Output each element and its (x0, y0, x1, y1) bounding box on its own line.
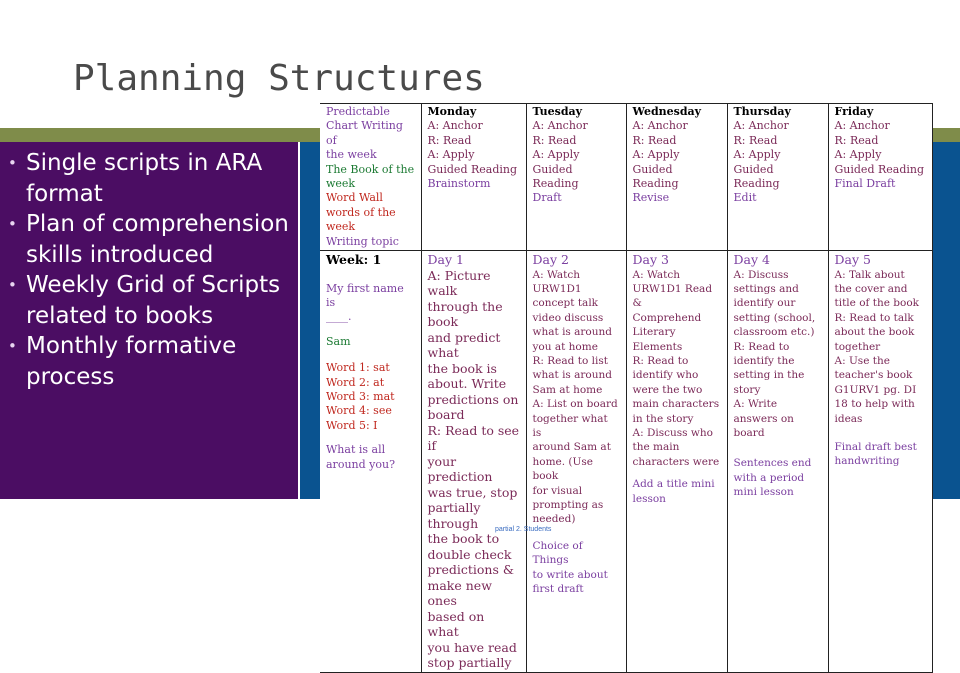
bullet-item: • Weekly Grid of Scripts related to books (8, 272, 281, 329)
table-row (320, 251, 932, 673)
footer-note: partial 2. Students (495, 526, 552, 533)
bullet-item: • Single scripts in ARA format (8, 150, 263, 207)
corner-cell: Predictable Chart Writing of the week The Book of the week Word Wall words of the week Writing topic (320, 104, 421, 251)
day-header-cell: Friday A: Anchor R: Read A: Apply Guided Reading Final Draft (828, 104, 932, 251)
table-row (320, 104, 932, 251)
day-cell: Day 3 A: Watch URW1D1 Read & Comprehend Literary Elements R: Read to identify who were the two main characters in the story A: Discuss who the main characters were Add a title mini lesson (626, 251, 727, 673)
bullet-dot-icon: • (8, 337, 17, 355)
day-cell: Day 4 A: Discuss settings and identify our setting (school, classroom etc.) R: Read to identify the setting in the story A: Write answers on board Sentences end with a period mini lesson (727, 251, 828, 673)
bullet-dot-icon: • (8, 154, 17, 172)
day-cell: Day 2 A: Watch URW1D1 concept talk video discuss what is around you at home R: Read to list what is around Sam at home A: List on board together what is around Sam at home. (Use book for visual prompting as needed) Choice of Things to write about first draft (526, 251, 626, 673)
day-cell: Day 1 A: Picture walk through the book and predict what the book is about. Write predictions on board R: Read to see if your prediction was true, stop partially through the book to double check predictions & make new ones based on what you have read stop partially (421, 251, 526, 673)
bullet-list (8, 148, 296, 392)
day-header-cell: Monday A: Anchor R: Read A: Apply Guided Reading Brainstorm (421, 104, 526, 251)
bullet-dot-icon: • (8, 276, 17, 294)
day-cell: Day 5 A: Talk about the cover and title of the book R: Read to talk about the book together A: Use the teacher's book G1URV1 pg. DI 18 to help with ideas Final draft best handwriting (828, 251, 932, 673)
day-header-cell: Wednesday A: Anchor R: Read A: Apply Guided Reading Revise (626, 104, 727, 251)
bullet-dot-icon: • (8, 215, 17, 233)
bullet-item: • Plan of comprehension skills introduced (8, 211, 289, 268)
page-title: Planning Structures (73, 58, 485, 99)
day-header-cell: Thursday A: Anchor R: Read A: Apply Guided Reading Edit (727, 104, 828, 251)
week-info-cell: Week: 1 My first name is ____. Sam Word 1: sat Word 2: at Word 3: mat Word 4: see Word 5: I What is all around you? (320, 251, 421, 673)
planning-table (320, 103, 933, 673)
day-header-cell: Tuesday A: Anchor R: Read A: Apply Guided Reading Draft (526, 104, 626, 251)
bullet-item: • Monthly formative process (8, 333, 237, 390)
